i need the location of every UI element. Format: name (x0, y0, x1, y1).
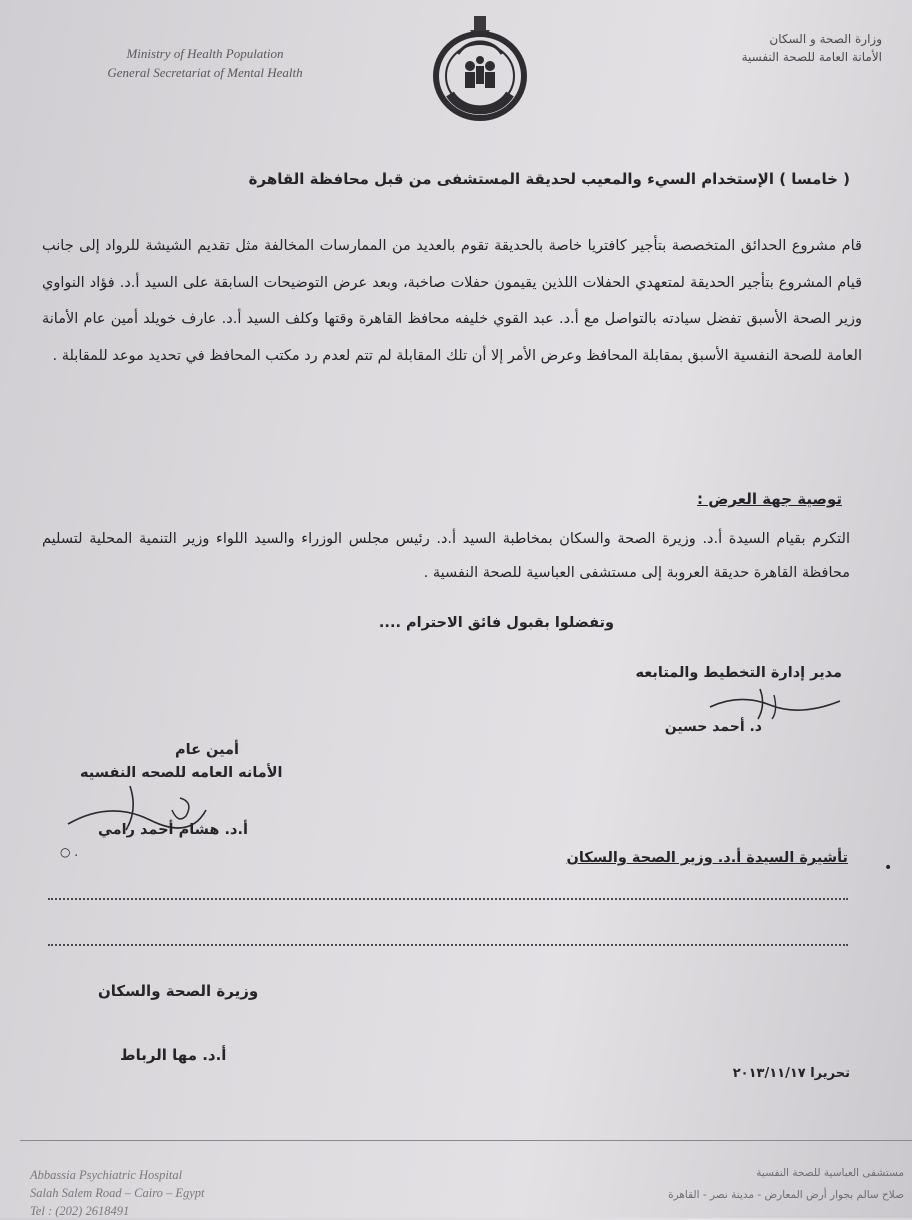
closing-line: وتفضلوا بقبول فائق الاحترام .... (378, 615, 614, 631)
letter-date: تحريرا ٢٠١٣/١١/١٧ (732, 1066, 850, 1081)
minister-name: أ.د. مها الرباط (120, 1046, 227, 1064)
arabic-footer (574, 1162, 904, 1206)
bullet-mark: • (884, 860, 893, 876)
secretary-general-title: أمين عام (175, 742, 239, 758)
english-secretariat-name: General Secretariat of Mental Health (107, 65, 303, 80)
footer-arabic-address: صلاح سالم بجوار أرض المعارض - مدينة نصر - القاهرة (668, 1189, 904, 1201)
arabic-ministry-name: وزارة الصحة و السكان (769, 32, 882, 46)
section-title: ( خامسا ) الإستخدام السيء والمعيب لحديقة المستشفى من قبل محافظة القاهرة (248, 170, 850, 188)
english-ministry-name: Ministry of Health Population (126, 46, 284, 61)
body-paragraph: قام مشروع الحدائق المتخصصة بتأجير كافتريا خاصة بالحديقة تقوم بالعديد من الممارسات المخالفة مثل تقديم الشيشة للرواد إلى جانب قيام المشروع بتأجير الحديقة لمتعهدي الحفلات اللذين يقيمون حفلات صاخبة، وبعد عرض التوضيحات السابقة على السيد أ.د. فؤاد النواوي وزير الصحة الأسبق تفضل سيادته بالتواصل مع أ.د. عبد القوي خليفه محافظ القاهرة وقتها وكلف السيد أ.د. عارف خويلد أمين عام الأمانة العامة للصحة النفسية الأسبق بمقابلة المحافظ وعرض الأمر إلا أن تلك المقابلة لم تتم لعدم رد مكتب المحافظ في تحديد موعد للمقابلة . (42, 238, 862, 364)
ministry-seal-logo (430, 14, 530, 124)
approval-dotted-line-1 (48, 898, 848, 900)
secretary-general-name: أ.د. هشام أحمد رامي (98, 822, 248, 838)
footer-address: Salah Salem Road – Cairo – Egypt (30, 1186, 205, 1200)
footer-hospital-name: Abbassia Psychiatric Hospital (30, 1168, 183, 1182)
minister-title: وزيرة الصحة والسكان (98, 982, 259, 1000)
approval-dotted-line-2 (48, 944, 848, 946)
minister-approval-heading: تأشيرة السيدة أ.د. وزير الصحة والسكان (566, 850, 848, 866)
english-letterhead (60, 44, 350, 82)
arabic-secretariat-name: الأمانة العامة للصحة النفسية (741, 50, 882, 64)
stamp-mark: ○ . (60, 845, 79, 859)
planning-director-name: د. أحمد حسين (664, 719, 762, 735)
recommendation-text: التكرم بقيام السيدة أ.د. وزيرة الصحة والسكان بمخاطبة السيد أ.د. رئيس مجلس الوزراء والسيد اللواء وزير التنمية المحلية لتسليم محافظة القاهرة حديقة العروبة إلى مستشفى العباسية للصحة النفسية . (42, 531, 850, 581)
english-footer (30, 1166, 205, 1220)
footer-phone: Tel : (202) 2618491 (30, 1204, 130, 1218)
footer-rule (20, 1140, 912, 1141)
planning-director-title: مدير إدارة التخطيط والمتابعه (635, 665, 842, 681)
footer-arabic-hospital-name: مستشفى العباسية للصحة النفسية (756, 1167, 904, 1179)
secretariat-name: الأمانه العامه للصحه النفسيه (80, 765, 283, 781)
recommendation-heading: توصية جهة العرض : (697, 490, 842, 508)
arabic-letterhead (642, 30, 882, 66)
